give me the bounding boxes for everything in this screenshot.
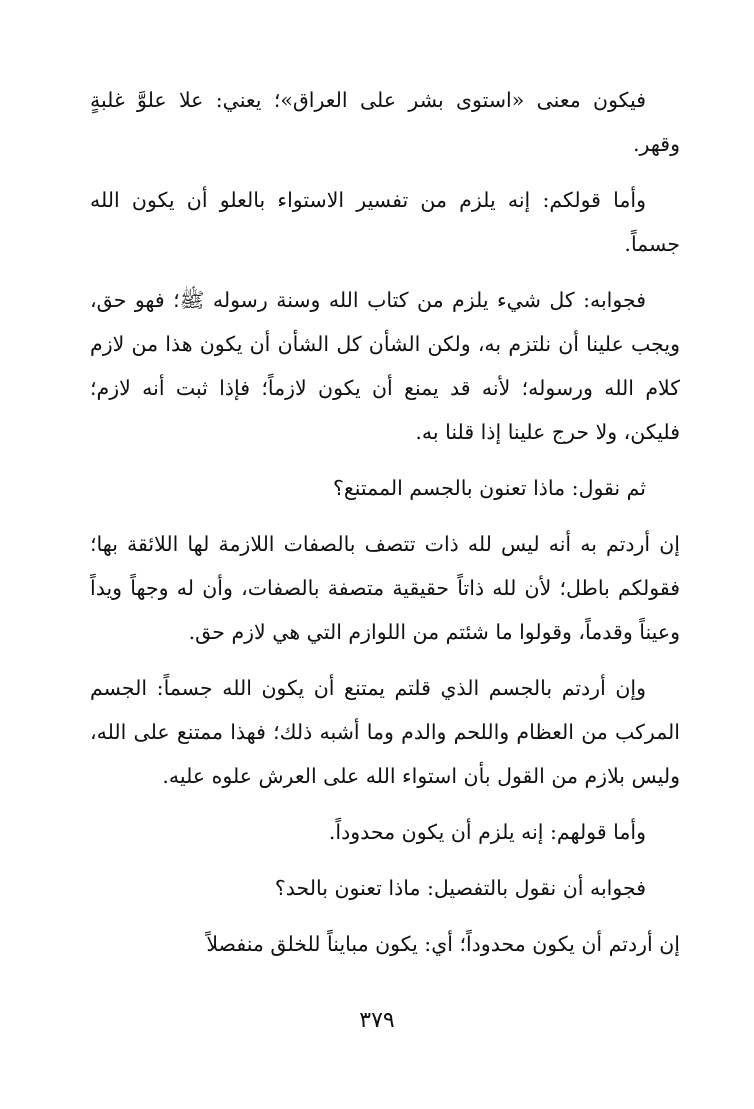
paragraph-1: فيكون معنى «استوى بشر على العراق»؛ يعني: علا علوَّ غلبةٍ وقهر. [90,88,680,156]
paragraph-3: فجوابه: كل شيء يلزم من كتاب الله وسنة رسوله ﷺ؛ فهو حق، ويجب علينا أن نلتزم به، ولكن الشأن كل الشأن أن يكون هذا من لازم كلام الله ورسوله؛ لأنه قد يمنع أن يكون لازماً؛ فإذا ثبت أنه لازم؛ فليكن، ولا حرج علينا إذا قلنا به. [90,288,680,444]
paragraph-7: وأما قولهم: إنه يلزم أن يكون محدوداً. [328,820,646,844]
page-body [90,78,680,978]
paragraph-5: إن أردتم به أنه ليس لله ذات تتصف بالصفات اللازمة لها اللائقة بها؛ فقولكم باطل؛ لأن لله ذاتاً حقيقية متصفة بالصفات، وأن له وجهاً ويداً وعيناً وقدماً، وقولوا ما شئتم من اللوازم التي هي لازم حق. [90,532,680,644]
paragraph-9: إن أردتم أن يكون محدوداً؛ أي: يكون مبايناً للخلق منفصلاً [206,932,680,956]
page-number: ٣٧٩ [359,1008,395,1033]
paragraph-8: فجوابه أن نقول بالتفصيل: ماذا تعنون بالحد؟ [274,876,646,900]
paragraph-2: وأما قولكم: إنه يلزم من تفسير الاستواء بالعلو أن يكون الله جسماً. [90,188,680,256]
paragraph-4: ثم نقول: ماذا تعنون بالجسم الممتنع؟ [332,476,646,500]
paragraph-6: وإن أردتم بالجسم الذي قلتم يمتنع أن يكون الله جسماً: الجسم المركب من العظام واللحم والدم وما أشبه ذلك؛ فهذا ممتنع على الله، وليس بلازم من القول بأن استواء الله على العرش علوه عليه. [90,676,680,788]
